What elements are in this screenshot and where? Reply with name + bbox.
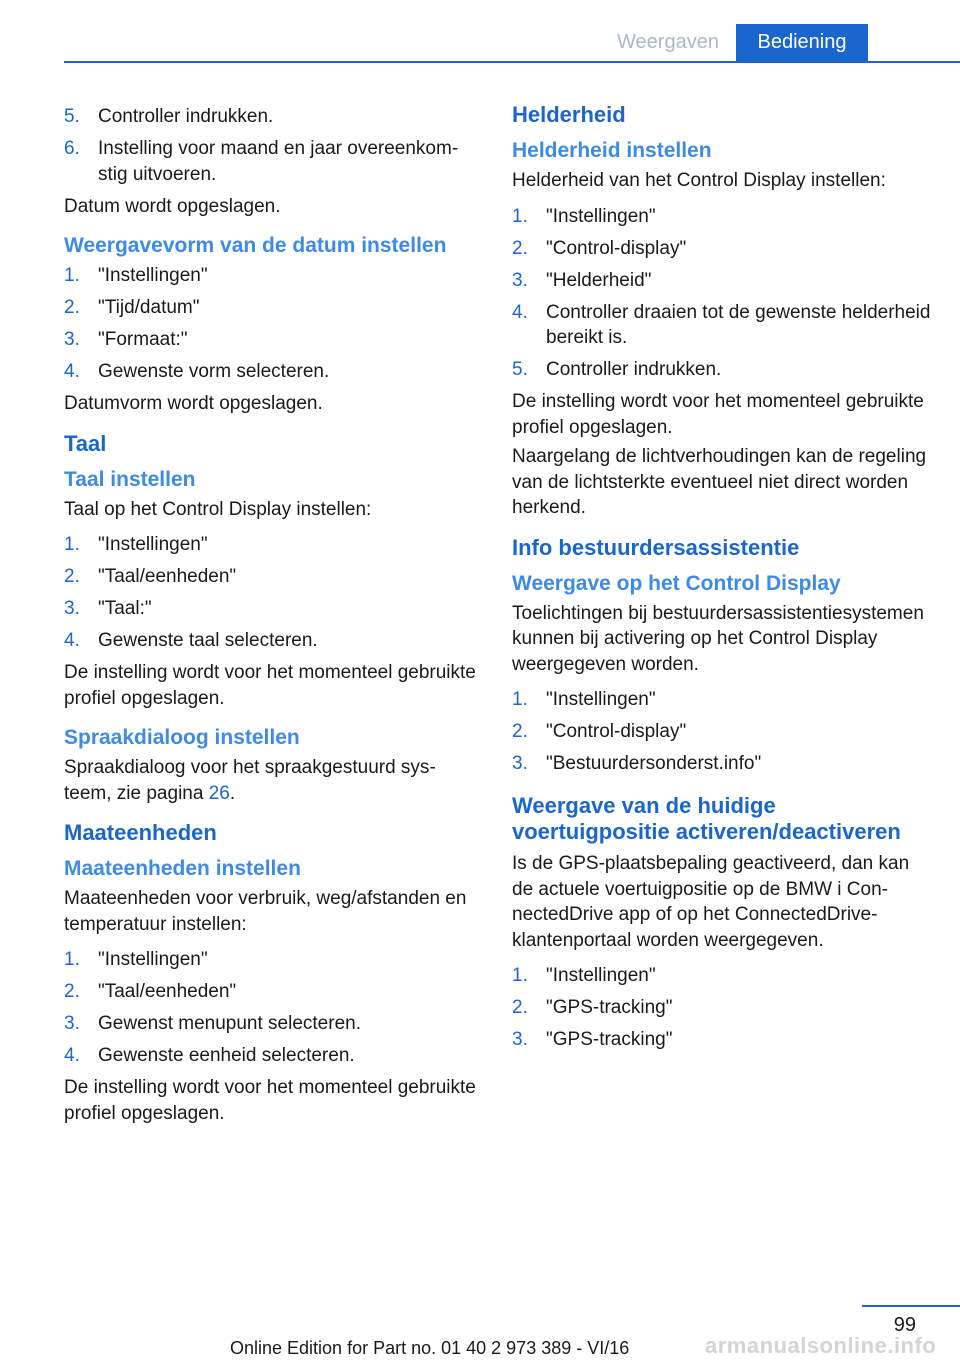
spraakdialoog-end: . (229, 782, 236, 804)
list-item (64, 532, 476, 558)
list-number: 4. (64, 630, 80, 651)
list-number: 3. (64, 598, 80, 619)
list-item (64, 295, 476, 321)
list-number: 2. (512, 721, 528, 742)
list-text: "Taal/eenheden" (98, 566, 237, 587)
list-item (512, 1027, 932, 1053)
list-item (64, 327, 476, 353)
list-number: 2. (64, 566, 80, 587)
list-text: "Taal/eenheden" (98, 981, 237, 1002)
list-text: Instelling voor maand en jaar overeenkomstig uitvoeren. (98, 138, 459, 185)
list-number: 2. (64, 981, 80, 1002)
heading-taal-instellen: Taal instellen (64, 467, 196, 491)
list-text: Gewenste vorm selecteren. (98, 361, 330, 382)
list-number: 3. (64, 329, 80, 350)
date-format-saved-text: Datumvorm wordt opgeslagen. (64, 393, 323, 414)
spraakdialoog-body: Spraakdialoog voor het spraakgestuurd systeem, zie pagina (64, 757, 436, 804)
list-text: "Instellingen" (98, 265, 208, 286)
info-intro-text: Toelichtingen bij bestuurdersassistentiesystemen kunnen bij activering op het Control Display weergegeven worden. (512, 602, 924, 675)
list-text: "Instellingen" (546, 689, 656, 710)
maateenheden-intro-text: Maateenheden voor verbruik, weg/afstanden en temperatuur instellen: (64, 888, 467, 935)
helderheid-intro-text: Helderheid van het Control Display instellen: (512, 170, 886, 191)
list-text: "Instellingen" (546, 205, 656, 227)
list-text: "GPS-tracking" (546, 1029, 673, 1050)
list-number: 4. (64, 1045, 80, 1066)
list-item (64, 263, 476, 289)
list-text: "Tijd/datum" (98, 297, 200, 318)
list-text: "Instellingen" (546, 965, 656, 986)
list-item (64, 1043, 476, 1069)
maateenheden-saved-text: De instelling wordt voor het momenteel gebruikte profiel opgeslagen. (64, 1077, 476, 1124)
list-item (512, 995, 932, 1021)
header-rule (64, 61, 960, 63)
spraakdialoog-text (64, 755, 476, 806)
heading-helderheid-instellen: Helderheid instellen (512, 139, 712, 162)
list-number: 6. (64, 138, 80, 159)
helderheid-saved-text: De instelling wordt voor het momenteel gebruikte profiel opgeslagen. (512, 391, 924, 438)
list-item (64, 359, 476, 385)
list-number: 1. (512, 689, 528, 710)
header-section-tab: Weergaven (617, 31, 719, 53)
list-item (512, 357, 932, 383)
list-number: 3. (512, 1029, 528, 1050)
date-format-steps (64, 263, 476, 385)
list-item (64, 1011, 476, 1037)
header-chapter-tab: Bediening (736, 24, 868, 63)
list-number: 3. (512, 753, 528, 774)
list-text: "GPS-tracking" (546, 997, 673, 1018)
list-number: 2. (512, 237, 528, 259)
heading-date-format: Weergavevorm van de datum instellen (64, 234, 447, 257)
edition-text: Online Edition for Part no. 01 40 2 973 389 - VI/16 (230, 1338, 630, 1358)
list-number: 4. (64, 361, 80, 382)
list-item (512, 751, 932, 777)
list-text: Gewenste taal selecteren. (98, 630, 318, 651)
maateenheden-steps (64, 947, 476, 1069)
list-text: Gewenste eenheid selecteren. (98, 1045, 355, 1066)
date-steps-continued (64, 104, 476, 187)
heading-spraakdialoog: Spraakdialoog instellen (64, 726, 300, 749)
list-text: "Instellingen" (98, 949, 208, 970)
heading-weergave-control-display: Weergave op het Control Display (512, 571, 841, 595)
list-item (64, 628, 476, 654)
list-text: Gewenst menupunt selecteren. (98, 1013, 361, 1034)
list-text: "Taal:" (98, 598, 152, 619)
list-item (64, 564, 476, 590)
list-number: 1. (64, 534, 80, 555)
list-text: "Bestuurdersonderst.info" (546, 753, 762, 774)
list-item (64, 947, 476, 973)
list-item (512, 204, 932, 230)
list-number: 5. (64, 106, 80, 127)
helderheid-note-text: Naargelang de lichtverhoudingen kan de regeling van de lichtsterkte eventueel niet direct worden herkend. (512, 446, 927, 518)
list-text: Controller indrukken. (98, 106, 274, 127)
list-text: Controller draaien tot de gewenste helderheid bereikt is. (546, 301, 931, 348)
taal-saved-text: De instelling wordt voor het momenteel gebruikte profiel opgeslagen. (64, 662, 476, 709)
list-text: "Helderheid" (546, 269, 652, 291)
list-item (64, 104, 476, 130)
list-number: 1. (512, 205, 528, 227)
list-number: 4. (512, 301, 528, 323)
list-text: "Formaat:" (98, 329, 188, 350)
helderheid-steps (512, 204, 932, 383)
list-text: "Control-display" (546, 237, 687, 259)
list-item (64, 979, 476, 1005)
list-number: 1. (64, 265, 80, 286)
list-item (64, 136, 476, 187)
taal-intro-text: Taal op het Control Display instellen: (64, 498, 372, 520)
list-number: 5. (512, 359, 528, 380)
page-link[interactable]: 26 (208, 782, 230, 804)
list-item (512, 963, 932, 989)
right-column (512, 102, 932, 1059)
list-item (64, 596, 476, 622)
heading-taal: Taal (64, 430, 107, 456)
heading-helderheid: Helderheid (512, 102, 626, 127)
left-column (64, 102, 476, 1126)
list-text: Controller indrukken. (546, 359, 722, 380)
date-saved-text: Datum wordt opgeslagen. (64, 195, 281, 217)
list-number: 1. (64, 949, 80, 970)
list-text: "Control-display" (546, 721, 687, 742)
heading-info-bestuurdersassistentie: Info bestuurdersassistentie (512, 534, 800, 560)
list-item (512, 300, 932, 351)
list-number: 3. (64, 1013, 80, 1034)
list-item (512, 687, 932, 713)
info-steps (512, 687, 932, 777)
list-item (512, 236, 932, 262)
list-number: 1. (512, 965, 528, 986)
watermark: armanualsonline.info (705, 1333, 937, 1358)
list-item (512, 719, 932, 745)
list-number: 3. (512, 269, 528, 291)
heading-voertuigpositie: Weergave van de huidige voertuigpositie activeren/deactiveren (512, 793, 901, 844)
heading-maateenheden: Maateenheden (64, 820, 217, 845)
voertuigpositie-intro-text: Is de GPS-plaatsbepaling geactiveerd, dan kan de actuele voertuigpositie op de BMW i ConnectedDrive app of op het ConnectedDrive-klantenportaal worden weergegeven. (512, 853, 910, 951)
footer-rule (862, 1305, 960, 1307)
page-number: 99 (893, 1314, 916, 1336)
voertuigpositie-steps (512, 963, 932, 1053)
list-number: 2. (64, 297, 80, 318)
list-number: 2. (512, 997, 528, 1018)
taal-steps (64, 532, 476, 654)
list-text: "Instellingen" (98, 534, 208, 555)
list-item (512, 268, 932, 294)
heading-maateenheden-instellen: Maateenheden instellen (64, 857, 301, 880)
